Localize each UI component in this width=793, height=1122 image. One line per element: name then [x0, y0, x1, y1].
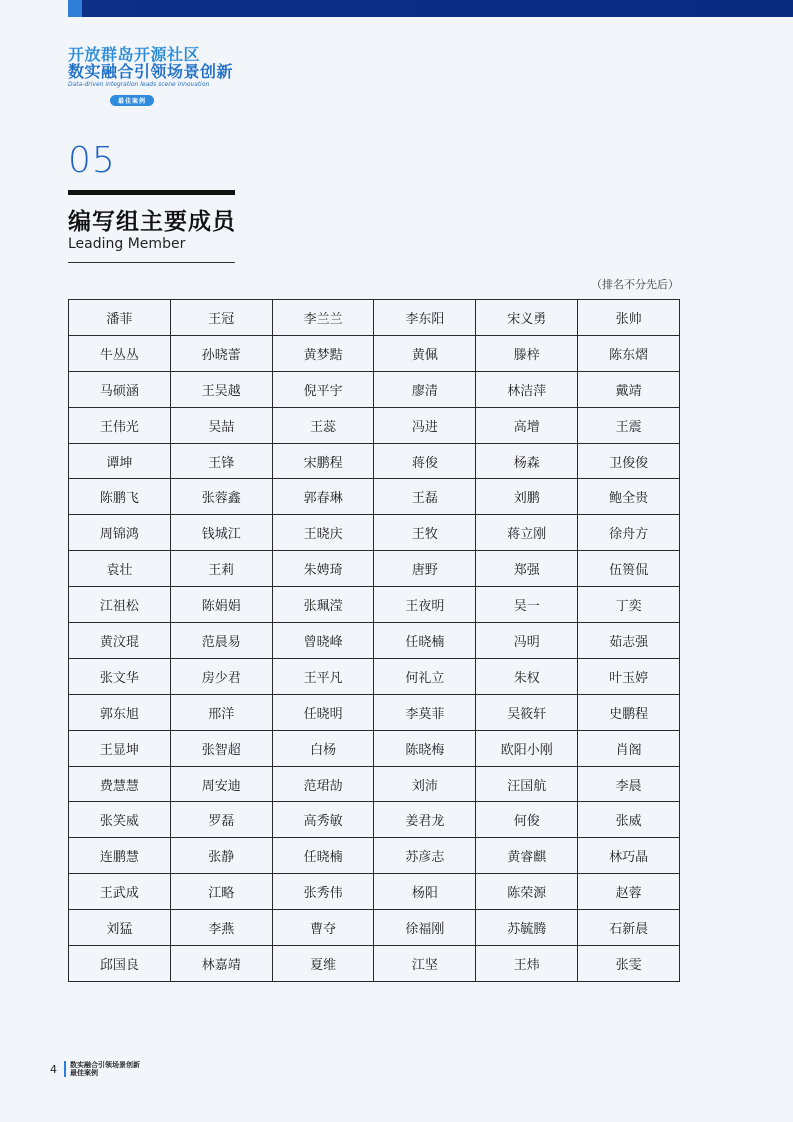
- member-cell: 江略: [170, 874, 272, 910]
- member-cell: 吴喆: [170, 407, 272, 443]
- member-cell: 叶玉婷: [578, 658, 680, 694]
- table-row: [69, 371, 680, 407]
- member-cell: 张静: [170, 838, 272, 874]
- member-cell: 李莫菲: [374, 694, 476, 730]
- member-cell: 郭春琳: [272, 479, 374, 515]
- member-cell: 冯明: [476, 623, 578, 659]
- member-cell: 王武成: [69, 874, 171, 910]
- table-row: [69, 838, 680, 874]
- member-cell: 赵蓉: [578, 874, 680, 910]
- member-cell: 王牧: [374, 515, 476, 551]
- member-cell: 王锋: [170, 443, 272, 479]
- member-cell: 张雯: [578, 946, 680, 982]
- member-cell: 张珮滢: [272, 587, 374, 623]
- member-cell: 江祖松: [69, 587, 171, 623]
- member-cell: 王冠: [170, 300, 272, 336]
- member-cell: 任晓楠: [272, 838, 374, 874]
- community-logo: [68, 45, 234, 107]
- member-cell: 王磊: [374, 479, 476, 515]
- member-cell: 李兰兰: [272, 300, 374, 336]
- table-row: [69, 730, 680, 766]
- member-cell: 朱娉琦: [272, 551, 374, 587]
- member-cell: 黄汶琨: [69, 623, 171, 659]
- member-cell: 刘鹏: [476, 479, 578, 515]
- table-row: [69, 874, 680, 910]
- member-cell: 牛丛丛: [69, 335, 171, 371]
- member-cell: 王夜明: [374, 587, 476, 623]
- member-cell: 连鹏慧: [69, 838, 171, 874]
- member-cell: 曾晓峰: [272, 623, 374, 659]
- member-cell: 张文华: [69, 658, 171, 694]
- member-cell: 唐野: [374, 551, 476, 587]
- member-cell: 马硕涵: [69, 371, 171, 407]
- member-cell: 蒋立刚: [476, 515, 578, 551]
- member-cell: 费慧慧: [69, 766, 171, 802]
- member-cell: 邢洋: [170, 694, 272, 730]
- member-cell: 周安迪: [170, 766, 272, 802]
- member-cell: 白杨: [272, 730, 374, 766]
- section-number: 05: [68, 140, 116, 181]
- member-cell: 姜君龙: [374, 802, 476, 838]
- section-subtitle: Leading Member: [68, 236, 186, 252]
- footer-line-2: 最佳案例: [70, 1069, 98, 1077]
- member-cell: 黄佩: [374, 335, 476, 371]
- member-cell: 徐福刚: [374, 910, 476, 946]
- member-cell: 林嘉靖: [170, 946, 272, 982]
- member-cell: 苏毓腾: [476, 910, 578, 946]
- table-row: [69, 623, 680, 659]
- member-cell: 茹志强: [578, 623, 680, 659]
- member-cell: 张智超: [170, 730, 272, 766]
- member-cell: 杨森: [476, 443, 578, 479]
- section-title: 编写组主要成员: [68, 209, 236, 235]
- member-cell: 林洁萍: [476, 371, 578, 407]
- member-cell: 杨阳: [374, 874, 476, 910]
- member-cell: 冯进: [374, 407, 476, 443]
- member-cell: 潘菲: [69, 300, 171, 336]
- members-table: [68, 299, 680, 982]
- table-row: [69, 766, 680, 802]
- table-row: [69, 335, 680, 371]
- logo-subtitle: 数实融合引领场景创新: [68, 62, 234, 81]
- member-cell: 张笑威: [69, 802, 171, 838]
- title-rule: [68, 190, 235, 195]
- top-accent-bar: [68, 0, 793, 17]
- member-cell: 袁壮: [69, 551, 171, 587]
- member-cell: 卫俊俊: [578, 443, 680, 479]
- member-cell: 王平凡: [272, 658, 374, 694]
- table-row: [69, 515, 680, 551]
- footer-divider: [64, 1061, 66, 1077]
- member-cell: 陈荣源: [476, 874, 578, 910]
- table-row: [69, 658, 680, 694]
- page-number: 4: [50, 1062, 57, 1076]
- member-cell: 郑强: [476, 551, 578, 587]
- member-cell: 陈娟娟: [170, 587, 272, 623]
- member-cell: 朱权: [476, 658, 578, 694]
- member-cell: 倪平宇: [272, 371, 374, 407]
- table-row: [69, 479, 680, 515]
- footer-line-1: 数实融合引领场景创新: [70, 1061, 140, 1069]
- member-cell: 吴一: [476, 587, 578, 623]
- table-row: [69, 551, 680, 587]
- member-cell: 刘猛: [69, 910, 171, 946]
- table-row: [69, 587, 680, 623]
- member-cell: 张蓉鑫: [170, 479, 272, 515]
- member-cell: 张秀伟: [272, 874, 374, 910]
- member-cell: 王莉: [170, 551, 272, 587]
- member-cell: 廖清: [374, 371, 476, 407]
- member-cell: 王伟光: [69, 407, 171, 443]
- member-cell: 谭坤: [69, 443, 171, 479]
- member-cell: 吴筱轩: [476, 694, 578, 730]
- member-cell: 孙晓蕾: [170, 335, 272, 371]
- member-cell: 高增: [476, 407, 578, 443]
- member-cell: 王显坤: [69, 730, 171, 766]
- member-cell: 肖阁: [578, 730, 680, 766]
- member-cell: 王晓庆: [272, 515, 374, 551]
- member-cell: 滕梓: [476, 335, 578, 371]
- member-cell: 徐舟方: [578, 515, 680, 551]
- member-cell: 王震: [578, 407, 680, 443]
- member-cell: 范珺劼: [272, 766, 374, 802]
- member-cell: 宋鹏程: [272, 443, 374, 479]
- table-row: [69, 802, 680, 838]
- member-cell: 张威: [578, 802, 680, 838]
- member-cell: 陈鹏飞: [69, 479, 171, 515]
- member-cell: 李晨: [578, 766, 680, 802]
- member-cell: 林巧晶: [578, 838, 680, 874]
- member-cell: 黄睿麒: [476, 838, 578, 874]
- member-cell: 江坚: [374, 946, 476, 982]
- member-cell: 欧阳小刚: [476, 730, 578, 766]
- member-cell: 何礼立: [374, 658, 476, 694]
- member-cell: 宋义勇: [476, 300, 578, 336]
- subtitle-rule: [68, 262, 235, 263]
- table-row: [69, 946, 680, 982]
- member-cell: 陈东熠: [578, 335, 680, 371]
- member-cell: 李东阳: [374, 300, 476, 336]
- logo-english-tagline: Data-driven integration leads scene innovation: [68, 81, 210, 88]
- member-cell: 戴靖: [578, 371, 680, 407]
- member-cell: 苏彦志: [374, 838, 476, 874]
- member-cell: 陈晓梅: [374, 730, 476, 766]
- member-cell: 邱国良: [69, 946, 171, 982]
- member-cell: 汪国航: [476, 766, 578, 802]
- member-cell: 曹夺: [272, 910, 374, 946]
- logo-badge: 最佳案例: [110, 95, 154, 106]
- ranking-note: （排名不分先后）: [591, 278, 679, 291]
- member-cell: 黄梦黠: [272, 335, 374, 371]
- table-row: [69, 407, 680, 443]
- member-cell: 鲍全贵: [578, 479, 680, 515]
- member-cell: 伍篑侃: [578, 551, 680, 587]
- member-cell: 范晨易: [170, 623, 272, 659]
- table-row: [69, 443, 680, 479]
- table-row: [69, 694, 680, 730]
- member-cell: 何俊: [476, 802, 578, 838]
- member-cell: 夏维: [272, 946, 374, 982]
- member-cell: 蒋俊: [374, 443, 476, 479]
- table-row: [69, 910, 680, 946]
- member-cell: 石新晨: [578, 910, 680, 946]
- member-cell: 郭东旭: [69, 694, 171, 730]
- member-cell: 张帅: [578, 300, 680, 336]
- member-cell: 周锦鸿: [69, 515, 171, 551]
- logo-title: 开放群岛开源社区: [68, 45, 201, 64]
- member-cell: 房少君: [170, 658, 272, 694]
- member-cell: 任晓明: [272, 694, 374, 730]
- table-row: [69, 300, 680, 336]
- member-cell: 丁奕: [578, 587, 680, 623]
- member-cell: 李燕: [170, 910, 272, 946]
- member-cell: 钱城江: [170, 515, 272, 551]
- member-cell: 史鹏程: [578, 694, 680, 730]
- member-cell: 高秀敏: [272, 802, 374, 838]
- member-cell: 王吴越: [170, 371, 272, 407]
- member-cell: 王炜: [476, 946, 578, 982]
- page-footer: [50, 1061, 140, 1077]
- member-cell: 刘沛: [374, 766, 476, 802]
- member-cell: 王蕊: [272, 407, 374, 443]
- member-cell: 罗磊: [170, 802, 272, 838]
- member-cell: 任晓楠: [374, 623, 476, 659]
